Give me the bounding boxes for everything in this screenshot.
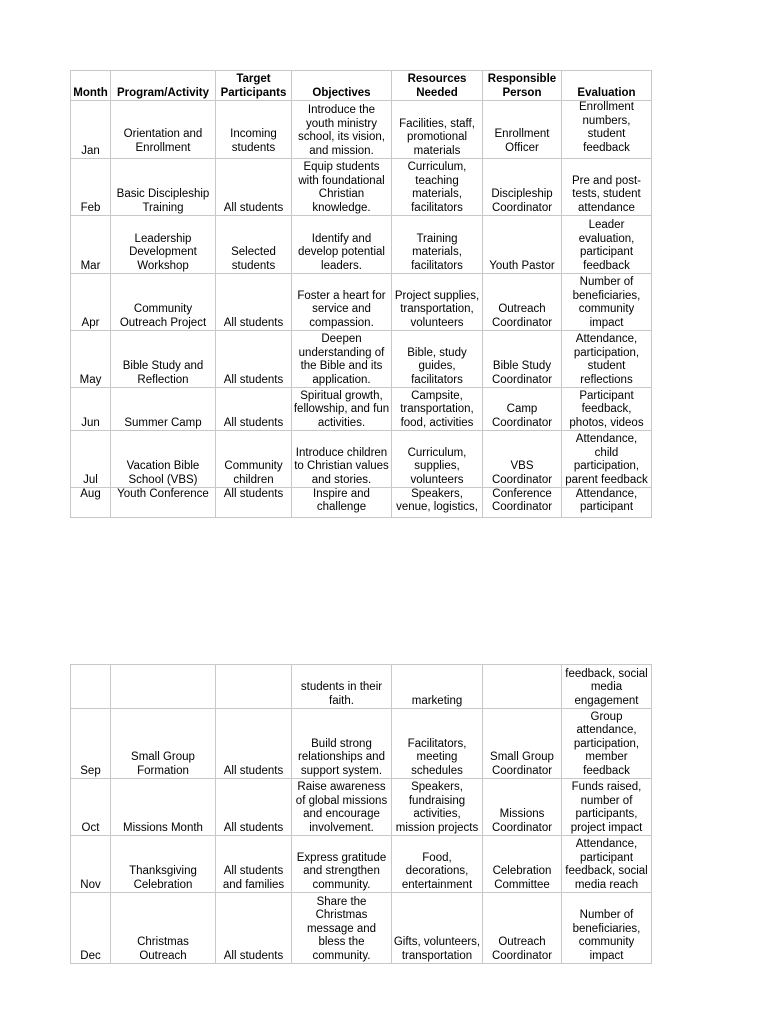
cell-objectives: Equip students with foundational Christian knowledge. — [292, 159, 392, 216]
header-objectives: Objectives — [292, 71, 392, 101]
cell-objectives: Deepen understanding of the Bible and its application. — [292, 331, 392, 388]
cell-resources: Facilities, staff, promotional materials — [392, 101, 483, 159]
program-table-page2 — [70, 664, 652, 964]
cell-person: Camp Coordinator — [483, 388, 562, 431]
cell-evaluation: feedback, social media engagement — [562, 665, 652, 709]
cell-person: Outreach Coordinator — [483, 274, 562, 331]
cell-person: Small Group Coordinator — [483, 709, 562, 779]
cell-person: Conference Coordinator — [483, 488, 562, 518]
table-row — [71, 488, 652, 518]
cell-objectives: Identify and develop potential leaders. — [292, 216, 392, 274]
header-resources: Resources Needed — [392, 71, 483, 101]
cell-resources: Speakers, fundraising activities, mission projects — [392, 779, 483, 836]
cell-month: Apr — [71, 274, 111, 331]
table-row — [71, 331, 652, 388]
cell-participants: Incoming students — [216, 101, 292, 159]
table-row — [71, 709, 652, 779]
cell-month: Nov — [71, 836, 111, 893]
cell-resources: Gifts, volunteers, transportation — [392, 893, 483, 964]
cell-program — [111, 665, 216, 709]
cell-participants: All students — [216, 159, 292, 216]
continuation-row — [71, 665, 652, 709]
cell-resources: Speakers, venue, logistics, — [392, 488, 483, 518]
cell-objectives: Share the Christmas message and bless the community. — [292, 893, 392, 964]
cell-evaluation: Attendance, participation, student reflections — [562, 331, 652, 388]
cell-month: Dec — [71, 893, 111, 964]
cell-program: Vacation Bible School (VBS) — [111, 431, 216, 488]
cell-evaluation: Attendance, participant — [562, 488, 652, 518]
cell-month: Jun — [71, 388, 111, 431]
table-row — [71, 159, 652, 216]
table-row — [71, 388, 652, 431]
cell-objectives: Raise awareness of global missions and encourage involvement. — [292, 779, 392, 836]
cell-resources: Campsite, transportation, food, activities — [392, 388, 483, 431]
cell-participants: All students and families — [216, 836, 292, 893]
table-row — [71, 101, 652, 159]
cell-resources: Curriculum, supplies, volunteers — [392, 431, 483, 488]
cell-objectives: Build strong relationships and support system. — [292, 709, 392, 779]
cell-evaluation: Attendance, child participation, parent feedback — [562, 431, 652, 488]
table-row — [71, 779, 652, 836]
cell-resources: Facilitators, meeting schedules — [392, 709, 483, 779]
cell-person: Bible Study Coordinator — [483, 331, 562, 388]
cell-participants: Selected students — [216, 216, 292, 274]
cell-person — [483, 665, 562, 709]
cell-month: Feb — [71, 159, 111, 216]
cell-month: May — [71, 331, 111, 388]
cell-month: Jul — [71, 431, 111, 488]
cell-participants: All students — [216, 274, 292, 331]
cell-participants: Community children — [216, 431, 292, 488]
header-evaluation: Evaluation — [562, 71, 652, 101]
table-row — [71, 216, 652, 274]
cell-program: Orientation and Enrollment — [111, 101, 216, 159]
cell-program: Bible Study and Reflection — [111, 331, 216, 388]
cell-resources: Project supplies, transportation, volunteers — [392, 274, 483, 331]
cell-program: Thanksgiving Celebration — [111, 836, 216, 893]
cell-program: Small Group Formation — [111, 709, 216, 779]
cell-program: Youth Conference — [111, 488, 216, 518]
cell-person: Youth Pastor — [483, 216, 562, 274]
cell-month: Aug — [71, 488, 111, 518]
table-row — [71, 431, 652, 488]
cell-participants: All students — [216, 779, 292, 836]
table-row — [71, 836, 652, 893]
header-participants: Target Participants — [216, 71, 292, 101]
header-row — [71, 71, 652, 101]
cell-month: Mar — [71, 216, 111, 274]
cell-evaluation: Number of beneficiaries, community impact — [562, 893, 652, 964]
cell-evaluation: Group attendance, participation, member feedback — [562, 709, 652, 779]
cell-program: Missions Month — [111, 779, 216, 836]
cell-person: VBS Coordinator — [483, 431, 562, 488]
cell-participants — [216, 665, 292, 709]
cell-program: Community Outreach Project — [111, 274, 216, 331]
header-month: Month — [71, 71, 111, 101]
cell-month: Oct — [71, 779, 111, 836]
table-row — [71, 274, 652, 331]
cell-resources: Training materials, facilitators — [392, 216, 483, 274]
cell-objectives: Introduce the youth ministry school, its vision, and mission. — [292, 101, 392, 159]
cell-resources: Bible, study guides, facilitators — [392, 331, 483, 388]
cell-resources: marketing — [392, 665, 483, 709]
cell-evaluation: Pre and post-tests, student attendance — [562, 159, 652, 216]
cell-person: Enrollment Officer — [483, 101, 562, 159]
cell-program: Summer Camp — [111, 388, 216, 431]
cell-program: Basic Discipleship Training — [111, 159, 216, 216]
cell-evaluation: Funds raised, number of participants, project impact — [562, 779, 652, 836]
cell-program: Christmas Outreach — [111, 893, 216, 964]
cell-participants: All students — [216, 893, 292, 964]
cell-resources: Curriculum, teaching materials, facilitators — [392, 159, 483, 216]
cell-participants: All students — [216, 388, 292, 431]
program-table-page1 — [70, 70, 652, 518]
table-row — [71, 893, 652, 964]
cell-person: Discipleship Coordinator — [483, 159, 562, 216]
cell-objectives: Spiritual growth, fellowship, and fun activities. — [292, 388, 392, 431]
cell-person: Outreach Coordinator — [483, 893, 562, 964]
cell-evaluation: Attendance, participant feedback, social media reach — [562, 836, 652, 893]
header-program: Program/Activity — [111, 71, 216, 101]
header-person: Responsible Person — [483, 71, 562, 101]
cell-evaluation: Enrollment numbers, student feedback — [562, 101, 652, 159]
cell-objectives: Inspire and challenge — [292, 488, 392, 518]
cell-evaluation: Leader evaluation, participant feedback — [562, 216, 652, 274]
cell-resources: Food, decorations, entertainment — [392, 836, 483, 893]
cell-participants: All students — [216, 331, 292, 388]
cell-program: Leadership Development Workshop — [111, 216, 216, 274]
cell-objectives: Express gratitude and strengthen community. — [292, 836, 392, 893]
cell-objectives: Foster a heart for service and compassion. — [292, 274, 392, 331]
cell-evaluation: Number of beneficiaries, community impact — [562, 274, 652, 331]
cell-person: Celebration Committee — [483, 836, 562, 893]
cell-objectives: students in their faith. — [292, 665, 392, 709]
cell-objectives: Introduce children to Christian values and stories. — [292, 431, 392, 488]
cell-participants: All students — [216, 488, 292, 518]
cell-participants: All students — [216, 709, 292, 779]
cell-month — [71, 665, 111, 709]
cell-person: Missions Coordinator — [483, 779, 562, 836]
cell-evaluation: Participant feedback, photos, videos — [562, 388, 652, 431]
cell-month: Jan — [71, 101, 111, 159]
cell-month: Sep — [71, 709, 111, 779]
